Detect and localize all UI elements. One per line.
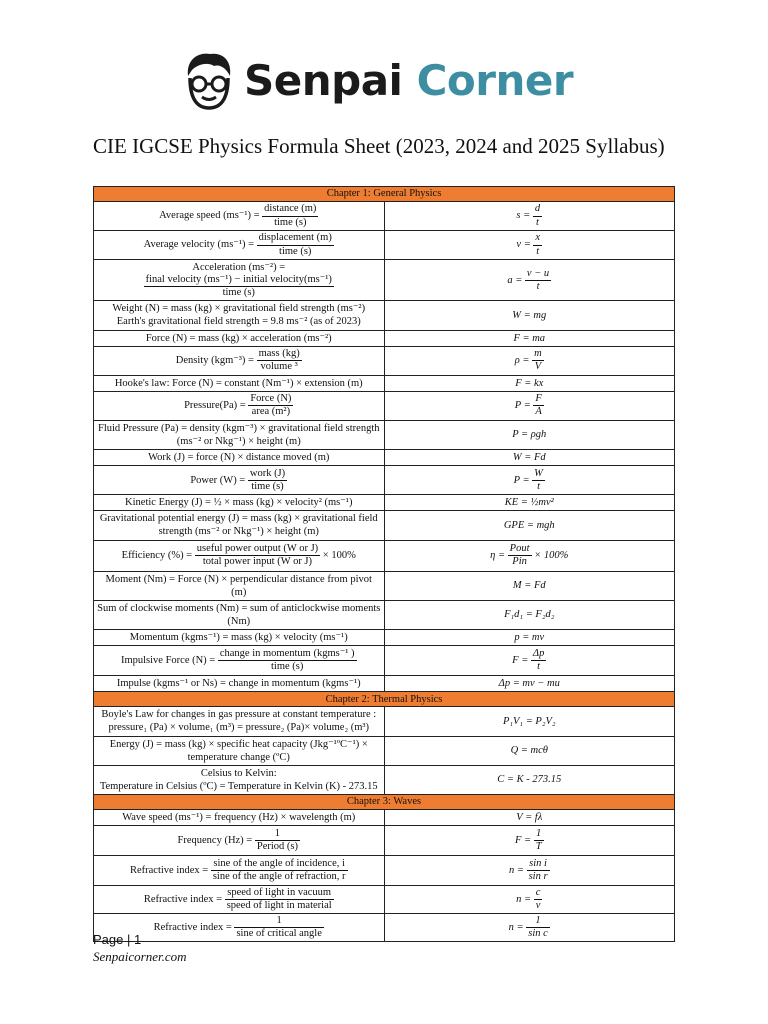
formula-row-average-speed xyxy=(94,202,675,231)
formula-description: Refractive index = $\frac{1}{\text{sine of critical angle}}$ xyxy=(94,914,385,942)
formula-row-power xyxy=(94,466,675,495)
formula-symbolic: F = $\frac{\Delta p}{t}$ xyxy=(384,646,675,676)
formula-description: Gravitational potential energy (J) = mass (kg) × gravitational field strength (ms⁻² or Nkg⁻¹) × height (m) xyxy=(94,511,385,540)
formula-symbolic: W = mg xyxy=(384,301,675,330)
formula-symbolic: a = $\frac{v - u}{t}$ xyxy=(384,260,675,301)
formula-description: Efficiency (%) = $\frac{\text{useful power output (W or J)}}{\text{total power input (W or J)}}$ × 100% xyxy=(94,540,385,571)
formula-symbolic: s = $\frac{d}{t}$ xyxy=(384,202,675,231)
formula-row-efficiency xyxy=(94,540,675,571)
formula-description: Average speed (ms⁻¹) = $\frac{\text{distance (m)}}{\text{time (s)}}$ xyxy=(94,202,385,231)
formula-description: Force (N) = mass (kg) × acceleration (ms⁻²) xyxy=(94,330,385,346)
formula-description: Hooke's law: Force (N) = constant (Nm⁻¹) × extension (m) xyxy=(94,375,385,391)
formula-row-frequency xyxy=(94,826,675,856)
formula-description: Energy (J) = mass (kg) × specific heat capacity (Jkg⁻¹ºC⁻¹) × temperature change (ºC) xyxy=(94,736,385,765)
formula-row-moment xyxy=(94,571,675,600)
formula-symbolic: P = ρgh xyxy=(384,420,675,449)
formula-description: Acceleration (ms⁻²) = $\frac{\text{final velocity (ms⁻¹) − initial velocity(ms⁻¹)}}{\text{time (s)}}$ xyxy=(94,260,385,301)
formula-symbolic: V = fλ xyxy=(384,810,675,826)
fraction: $\frac{\text{distance (m)}}{\text{time (s)}}$ xyxy=(264,203,317,228)
formula-row-acceleration xyxy=(94,260,675,301)
formula-symbolic: M = Fd xyxy=(384,571,675,600)
formula-symbolic: η = $\frac{\text{Pout}}{\text{Pin}}$ × 100% xyxy=(384,540,675,571)
document-title: CIE IGCSE Physics Formula Sheet (2023, 2024 and 2025 Syllabus) xyxy=(93,134,665,158)
formula-description: Frequency (Hz) = $\frac{1}{\text{Period (s)}}$ xyxy=(94,826,385,856)
formula-row-momentum xyxy=(94,630,675,646)
formula-symbolic: p = mv xyxy=(384,630,675,646)
formula-description: Wave speed (ms⁻¹) = frequency (Hz) × wavelength (m) xyxy=(94,810,385,826)
formula-description: Sum of clockwise moments (Nm) = sum of anticlockwise moments (Nm) xyxy=(94,600,385,629)
formula-symbolic: F₁d₁ = F₂d₂ xyxy=(384,600,675,629)
formula-row-refractive-index-speed xyxy=(94,886,675,914)
formula-row-gpe xyxy=(94,511,675,540)
formula-description: Fluid Pressure (Pa) = density (kgm⁻³) × gravitational field strength (ms⁻² or Nkg⁻¹) × height (m) xyxy=(94,420,385,449)
formula-description: Kinetic Energy (J) = ½ × mass (kg) × velocity² (ms⁻¹) xyxy=(94,495,385,511)
formula-symbolic: Q = mcθ xyxy=(384,736,675,765)
formula-description: Refractive index = $\frac{\text{speed of light in vacuum}}{\text{speed of light in material}}$ xyxy=(94,886,385,914)
formula-description: Work (J) = force (N) × distance moved (m) xyxy=(94,450,385,466)
formula-symbolic: P₁V₁ = P₂V₂ xyxy=(384,707,675,736)
formula-row-work xyxy=(94,450,675,466)
formula-row-fluid-pressure xyxy=(94,420,675,449)
formula-row-impulse xyxy=(94,676,675,692)
formula-description: Power (W) = $\frac{\text{work (J)}}{\text{time (s)}}$ xyxy=(94,466,385,495)
formula-symbolic: Δp = mv − mu xyxy=(384,676,675,692)
formula-symbolic: F = $\frac{1}{T}$ xyxy=(384,826,675,856)
formula-description: Average velocity (ms⁻¹) = $\frac{\text{displacement (m)}}{\text{time (s)}}$ xyxy=(94,231,385,260)
formula-row-wave-speed xyxy=(94,810,675,826)
formula-symbolic: v = $\frac{x}{t}$ xyxy=(384,231,675,260)
formula-description: Pressure(Pa) = $\frac{\text{Force (N)}}{\text{area (m²)}}$ xyxy=(94,391,385,420)
formula-symbolic: F = kx xyxy=(384,375,675,391)
formula-symbolic: P = $\frac{F}{A}$ xyxy=(384,391,675,420)
formula-description: Celsius to Kelvin: Temperature in Celsius (ºC) = Temperature in Kelvin (K) - 273.15 xyxy=(94,765,385,794)
formula-description: Momentum (kgms⁻¹) = mass (kg) × velocity (ms⁻¹) xyxy=(94,630,385,646)
formula-row-impulsive-force xyxy=(94,646,675,676)
formula-symbolic: P = $\frac{W}{t}$ xyxy=(384,466,675,495)
formula-symbolic: ρ = $\frac{m}{V}$ xyxy=(384,346,675,375)
chapter-header: Chapter 1: General Physics xyxy=(94,187,675,202)
formula-description: Moment (Nm) = Force (N) × perpendicular distance from pivot (m) xyxy=(94,571,385,600)
formula-symbolic: W = Fd xyxy=(384,450,675,466)
formula-row-moments-principle xyxy=(94,600,675,629)
formula-symbolic: n = $\frac{\text{sin i}}{\text{sin r}}$ xyxy=(384,856,675,886)
formula-description: Impulse (kgms⁻¹ or Ns) = change in momentum (kgms⁻¹) xyxy=(94,676,385,692)
page-number: Page | 1 xyxy=(93,932,142,947)
formula-table xyxy=(93,186,675,942)
formula-row-average-velocity xyxy=(94,231,675,260)
formula-symbolic: KE = ½mv² xyxy=(384,495,675,511)
brand-name: Senpai Corner xyxy=(244,55,574,105)
formula-description: Impulsive Force (N) = $\frac{\text{change in momentum (kgms⁻¹ )}}{\text{time (s)}}$ xyxy=(94,646,385,676)
formula-row-weight xyxy=(94,301,675,330)
formula-row-thermal-energy xyxy=(94,736,675,765)
formula-row-boyles-law xyxy=(94,707,675,736)
formula-description: Weight (N) = mass (kg) × gravitational field strength (ms⁻²) Earth's gravitational field strength = 9.8 ms⁻² (as of 2023) xyxy=(94,301,385,330)
formula-symbolic: GPE = mgh xyxy=(384,511,675,540)
formula-description: Refractive index = $\frac{\text{sine of the angle of incidence, i}}{\text{sine of the angle of refraction, r}}$ xyxy=(94,856,385,886)
formula-row-pressure xyxy=(94,391,675,420)
chapter-header: Chapter 3: Waves xyxy=(94,795,675,810)
nerd-face-icon xyxy=(180,50,236,110)
formula-row-hookes-law xyxy=(94,375,675,391)
formula-symbolic: n = $\frac{1}{\text{sin c}}$ xyxy=(384,914,675,942)
formula-symbolic: F = ma xyxy=(384,330,675,346)
formula-row-kinetic-energy xyxy=(94,495,675,511)
formula-symbolic: n = $\frac{c}{v}$ xyxy=(384,886,675,914)
formula-symbolic: C = K - 273.15 xyxy=(384,765,675,794)
chapter-header: Chapter 2: Thermal Physics xyxy=(94,692,675,707)
formula-description: Density (kgm⁻³) = $\frac{\text{mass (kg)}}{\text{volume ³}}$ xyxy=(94,346,385,375)
formula-row-density xyxy=(94,346,675,375)
page-footer xyxy=(93,932,187,965)
formula-row-celsius-kelvin xyxy=(94,765,675,794)
website-link[interactable]: Senpaicorner.com xyxy=(93,949,187,964)
formula-row-refractive-index-angles xyxy=(94,856,675,886)
formula-row-force xyxy=(94,330,675,346)
brand-logo xyxy=(180,50,573,110)
formula-description: Boyle's Law for changes in gas pressure at constant temperature : pressure₁ (Pa) × volume₁ (m³) = pressure₂ (Pa)× volume₂ (m³) xyxy=(94,707,385,736)
